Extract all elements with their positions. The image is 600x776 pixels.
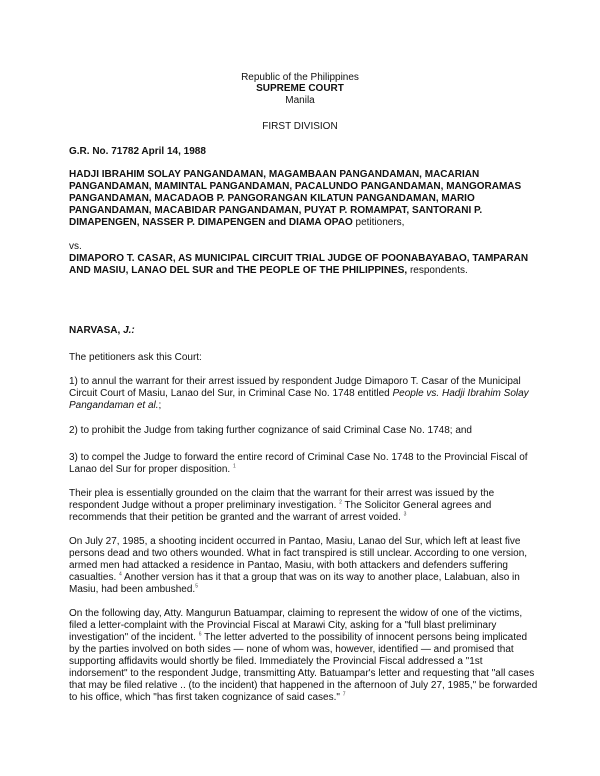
paragraph-3-text: 3) to compel the Judge to forward the entire record of Criminal Case No. 1748 to the Provincial Fiscal of Lanao del Sur for proper disposition. (69, 452, 528, 475)
header-republic: Republic of the Philippines (241, 72, 359, 83)
paragraph-6-text-a: On the following day, Atty. Mangurun Batuampar, claiming to represent the widow of one of the victims, filed a letter-complaint with the Provincial Fiscal at Marawi City, asking for a "full blast preliminary investigation" of the incident. (69, 608, 523, 643)
header-city: Manila (285, 95, 315, 106)
paragraph-3 (69, 452, 539, 476)
paragraph-1 (69, 376, 539, 412)
paragraph-1-text: 1) to annul the warrant for their arrest issued by respondent Judge Dimaporo T. Casar of the Municipal Circuit Court of Masiu, Lanao del Sur, in Criminal Case No. 1748 entitled (69, 376, 521, 399)
case-number: G.R. No. 71782 April 14, 1988 (69, 146, 206, 157)
paragraph-6-text-b: The letter adverted to the possibility of innocent persons being implicated by the parties involved on both sides — none of whom was, however, identified — and promised that supporting affidavits would shortly be filed. Immediately the Provincial Fiscal addressed a "1st indorsement" to the respondent Judge, transmitting Atty. Batuampar's letter and requesting that "all cases that may be filed relative .. (to the incident) that happened in the afternoon of July 27, 1985," be forwarded to his office, which "has first taken cognizance of said cases." (69, 632, 538, 703)
footnote-ref-2[interactable]: 2 (339, 499, 342, 506)
ponente-line (69, 325, 539, 337)
paragraph-5-text-a: On July 27, 1985, a shooting incident occurred in Pantao, Masiu, Lanao del Sur, which left at least five persons dead and two others wounded. What in fact transpired is still unclear. According to one version, armed men had attacked a residence in Pantao, Masiu, with both attackers and defenders suffering casualties. (69, 536, 528, 583)
paragraph-6 (69, 608, 539, 704)
header-court: SUPREME COURT (256, 83, 344, 94)
footnote-ref-6[interactable]: 6 (198, 631, 202, 638)
footnote-ref-3[interactable]: 3 (403, 511, 407, 518)
paragraph-1-end: ; (158, 400, 162, 411)
ponente-name: NARVASA, (69, 325, 121, 336)
case-vs: vs. (69, 241, 82, 252)
ponente-title: J.: (120, 325, 135, 336)
opinion-intro: The petitioners ask this Court: (69, 352, 202, 363)
header-division: FIRST DIVISION (262, 121, 338, 132)
paragraph-5-text-b: Another version has it that a group that was on its way to another place, Lalabuan, also in Masiu, had been ambushed. (69, 572, 520, 595)
case-respondents (69, 253, 539, 277)
petitioners-names: HADJI IBRAHIM SOLAY PANGANDAMAN, MAGAMBAAN PANGANDAMAN, MACARIAN PANGANDAMAN, MAMINTAL PANGANDAMAN, PACALUNDO PANGANDAMAN, MANGORAMAS PANGANDAMAN, MACADAOB P. PANGORANGAN KILATUN PANGANDAMAN, MARIO PANGANDAMAN, MACABIDAR PANGANDAMAN, PUYAT P. ROMAMPAT, SANTORANI P. DIMAPENGEN, NASSER P. DIMAPENGEN and DIAMA OPAO (69, 169, 522, 228)
footnote-ref-1[interactable]: 1 (233, 463, 236, 470)
case-petitioners (69, 169, 539, 229)
case-title: People vs. Hadji Ibrahim Solay Pangandaman et al. (69, 388, 529, 411)
respondents-role: respondents. (407, 265, 468, 276)
paragraph-4-text-b: The Solicitor General agrees and recommends that their petition be granted and the warrant of arrest voided. (69, 500, 492, 523)
footnote-ref-7[interactable]: 7 (342, 691, 346, 698)
footnote-ref-5[interactable]: 5 (195, 583, 198, 590)
footnote-ref-4[interactable]: 4 (119, 571, 122, 578)
paragraph-5 (69, 536, 539, 596)
paragraph-4 (69, 488, 539, 524)
petitioners-role: petitioners, (352, 217, 405, 228)
paragraph-4-text-a: Their plea is essentially grounded on the claim that the warrant for their arrest was issued by the respondent Judge without a proper preliminary investigation. (69, 488, 495, 511)
paragraph-2: 2) to prohibit the Judge from taking further cognizance of said Criminal Case No. 1748; and (69, 425, 472, 436)
respondents-names: DIMAPORO T. CASAR, AS MUNICIPAL CIRCUIT TRIAL JUDGE OF POONABAYABAO, TAMPARAN AND MASIU, LANAO DEL SUR and THE PEOPLE OF THE PHILIPPINES, (69, 253, 529, 276)
